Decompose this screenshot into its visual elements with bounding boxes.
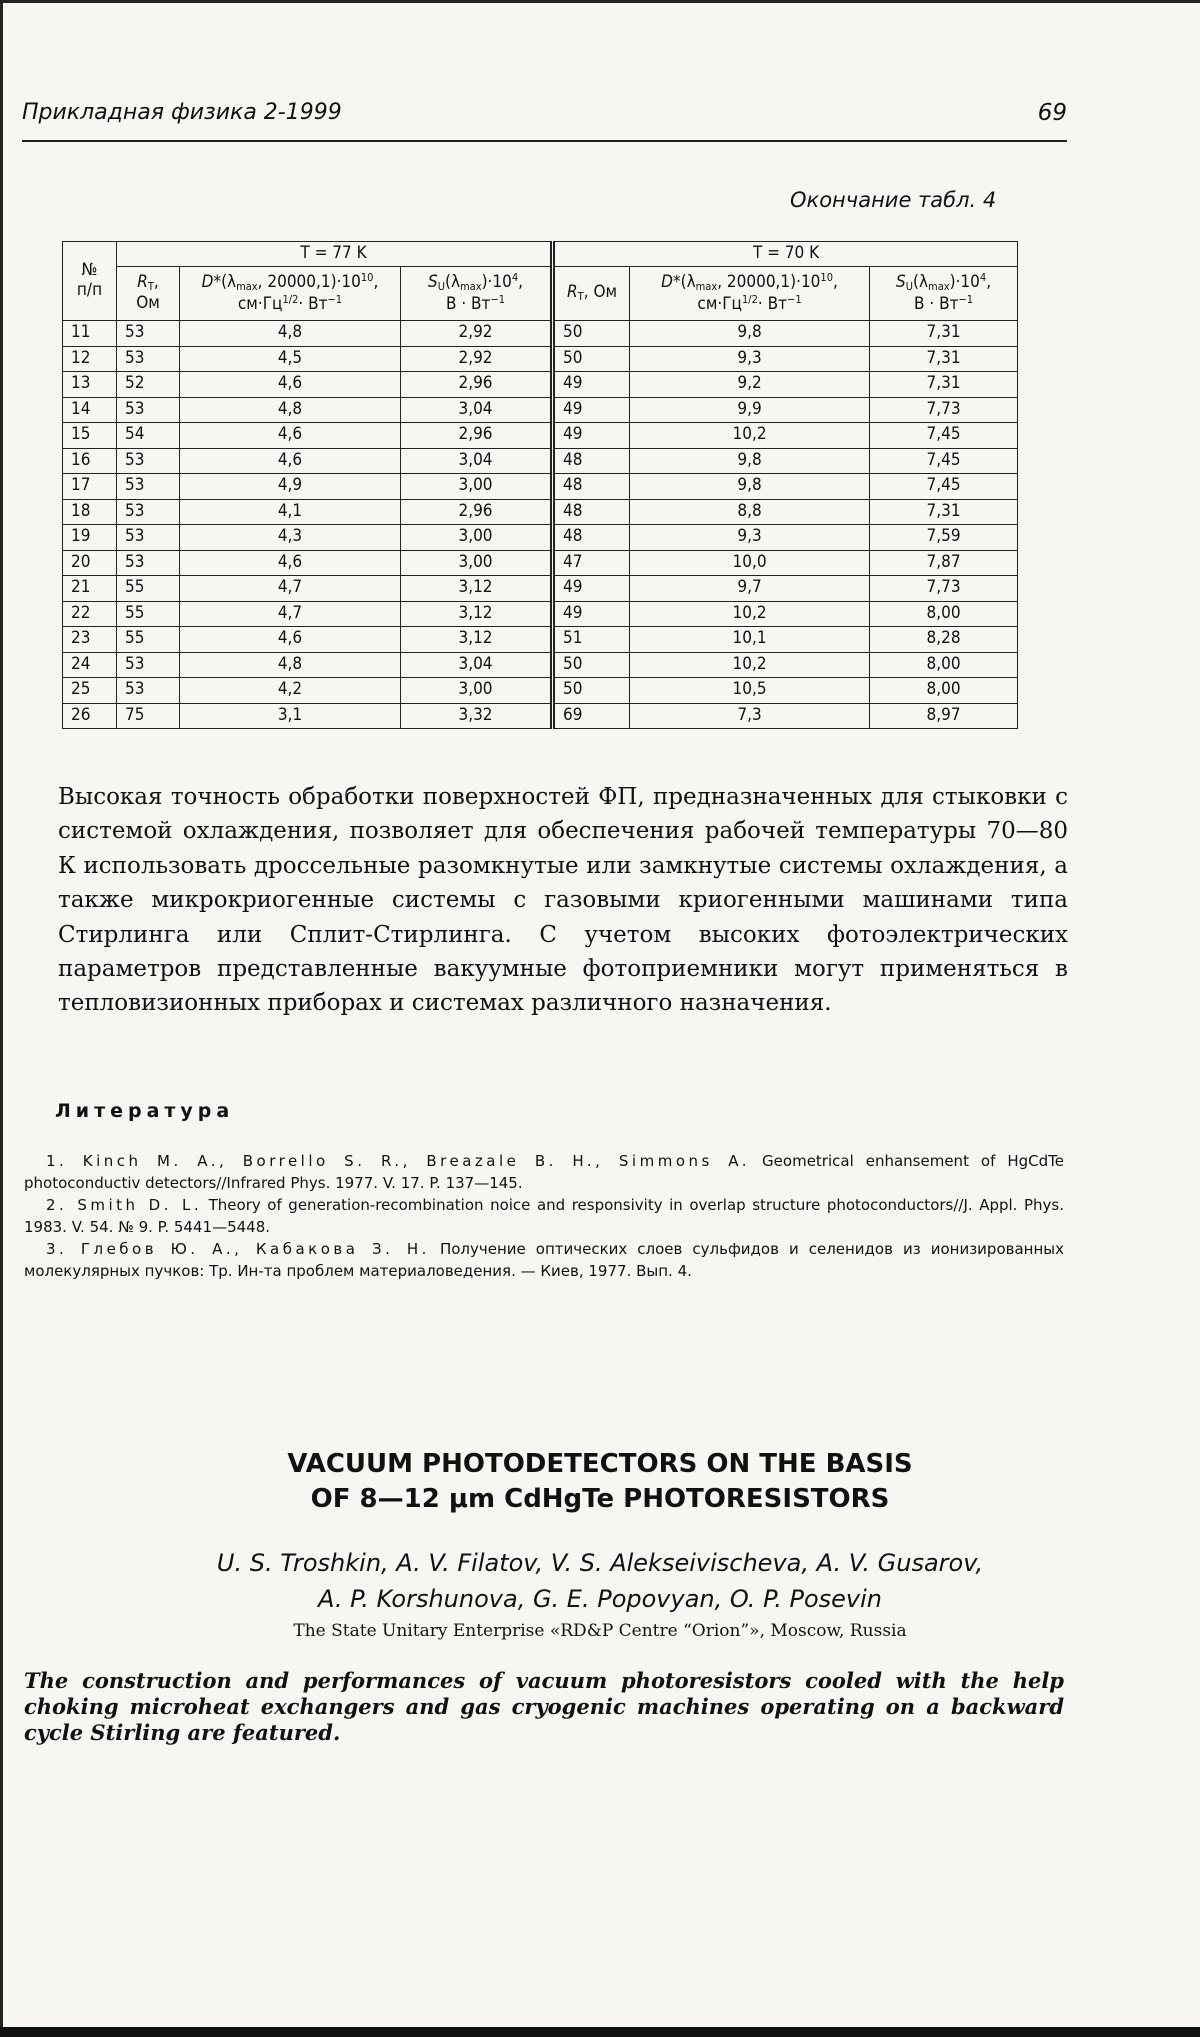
table-cell: 4,6 [180, 423, 401, 449]
table-cell: 53 [117, 346, 180, 372]
table-row [63, 474, 1018, 500]
table-cell: 7,3 [630, 703, 870, 729]
table-row [63, 703, 1018, 729]
table-cell: 52 [117, 372, 180, 398]
reference-item: 1. Kinch M. A., Borrello S. R., Breazale B. H., Simmons A. Geometrical enhansement of HgCdTe photoconductiv detectors//Infrared Phys. 1977. V. 17. P. 137—145. [24, 1152, 1065, 1192]
data-table [62, 241, 1018, 729]
table-cell: 4,7 [180, 601, 401, 627]
table-row [63, 423, 1018, 449]
table-cell: 10,5 [630, 678, 870, 704]
table-cell: 10,2 [630, 423, 870, 449]
table-cell: 7,31 [870, 499, 1018, 525]
table-cell: 7,87 [870, 550, 1018, 576]
table-row [63, 678, 1018, 704]
table-cell: 69 [553, 703, 630, 729]
table-row [63, 397, 1018, 423]
table-cell: 8,97 [870, 703, 1018, 729]
table-cell: 7,31 [870, 372, 1018, 398]
table-cell: 48 [553, 525, 630, 551]
table-cell: 7,45 [870, 448, 1018, 474]
references-heading: Литература [55, 1100, 235, 1122]
table-cell: 10,2 [630, 601, 870, 627]
table-cell: 55 [117, 601, 180, 627]
table-cell: 53 [117, 448, 180, 474]
table-cell: 4,8 [180, 321, 401, 347]
table-cell: 49 [553, 576, 630, 602]
page-number: 69 [1037, 100, 1067, 126]
table-cell: 4,7 [180, 576, 401, 602]
table-cell: 7,59 [870, 525, 1018, 551]
table-cell: 2,96 [401, 499, 553, 525]
sensitivity-header-77: $S_U(\lambda_{max})\cdot 10^4$, $В \cdot Вт^{-1}$ [401, 267, 553, 321]
table-cell: 3,04 [401, 652, 553, 678]
table-cell: 8,00 [870, 678, 1018, 704]
table-row [63, 652, 1018, 678]
table-row [63, 601, 1018, 627]
table-cell: 4,6 [180, 372, 401, 398]
table-cell: 8,00 [870, 601, 1018, 627]
table-cell: 3,00 [401, 550, 553, 576]
table-cell: 18 [63, 499, 117, 525]
table-cell: 9,2 [630, 372, 870, 398]
table-cell: 3,00 [401, 678, 553, 704]
table-cell: 48 [553, 474, 630, 500]
table-cell: 16 [63, 448, 117, 474]
english-abstract: The construction and performances of vacuum photoresistors cooled with the help choking microheat exchangers and gas cryogenic machines operating on a backward cycle Stirling are featured. [24, 1668, 1064, 1745]
table-cell: 50 [553, 652, 630, 678]
table-cell: 4,5 [180, 346, 401, 372]
table-cell: 7,31 [870, 321, 1018, 347]
table-cell: 9,8 [630, 321, 870, 347]
table-cell: 8,28 [870, 627, 1018, 653]
table-cell: 55 [117, 627, 180, 653]
table-cell: 53 [117, 678, 180, 704]
table-cell: 53 [117, 652, 180, 678]
table-cell: 4,6 [180, 448, 401, 474]
table-cell: 8,8 [630, 499, 870, 525]
rt-header-77: $R_T$, Ом [117, 267, 180, 321]
table-cell: 17 [63, 474, 117, 500]
table-cell: 50 [553, 346, 630, 372]
scan-border-top [0, 0, 1200, 3]
table-row [63, 372, 1018, 398]
table-cell: 10,2 [630, 652, 870, 678]
table-body [63, 321, 1018, 729]
table-cell: 4,8 [180, 652, 401, 678]
table-cell: 53 [117, 321, 180, 347]
table-cell: 53 [117, 550, 180, 576]
table-cell: 9,3 [630, 525, 870, 551]
detectivity-header-77: $D*(\lambda_{max}$, $20000,1)\cdot 10^{10}$, $см\cdot Гц^{1/2}\cdot Вт^{-1}$ [180, 267, 401, 321]
detectivity-header-70: $D*(\lambda_{max}$, $20000,1)\cdot 10^{10}$, $см\cdot Гц^{1/2}\cdot Вт^{-1}$ [630, 267, 870, 321]
english-affiliation: The State Unitary Enterprise «RD&P Centre “Orion”», Moscow, Russia [293, 1621, 907, 1641]
table-cell: 20 [63, 550, 117, 576]
table-cell: 3,04 [401, 397, 553, 423]
table-cell: 50 [553, 678, 630, 704]
table-row [63, 627, 1018, 653]
table-cell: 7,73 [870, 397, 1018, 423]
table-cell: 15 [63, 423, 117, 449]
journal-title: Прикладная физика 2-1999 [22, 100, 342, 125]
table-cell: 8,00 [870, 652, 1018, 678]
table-caption: Окончание табл. 4 [790, 188, 997, 212]
table-cell: 3,12 [401, 601, 553, 627]
table-cell: 54 [117, 423, 180, 449]
table-row [63, 499, 1018, 525]
table-cell: 13 [63, 372, 117, 398]
table-cell: 9,7 [630, 576, 870, 602]
table-cell: 53 [117, 499, 180, 525]
table-row [63, 346, 1018, 372]
table-cell: 14 [63, 397, 117, 423]
table-cell: 4,6 [180, 627, 401, 653]
table-cell: 9,8 [630, 474, 870, 500]
table-row [63, 321, 1018, 347]
table-row [63, 525, 1018, 551]
table-cell: 21 [63, 576, 117, 602]
table-cell: 51 [553, 627, 630, 653]
table-cell: 53 [117, 474, 180, 500]
table-cell: 2,96 [401, 423, 553, 449]
rt-header-70: $R_T$, Ом [553, 267, 630, 321]
group-77k-header: T = 77 K [117, 242, 553, 267]
table-cell: 75 [117, 703, 180, 729]
table-cell: 50 [553, 321, 630, 347]
table-row [63, 576, 1018, 602]
table-cell: 4,3 [180, 525, 401, 551]
table-cell: 4,9 [180, 474, 401, 500]
table-cell: 7,73 [870, 576, 1018, 602]
table-cell: 4,6 [180, 550, 401, 576]
table-cell: 7,45 [870, 423, 1018, 449]
table-cell: 53 [117, 397, 180, 423]
reference-item: 2. Smith D. L. Theory of generation-recombination noice and responsivity in overlap structure photoconductors//J. Appl. Phys. 1983. V. 54. № 9. P. 5441—5448. [24, 1196, 1064, 1236]
table-cell: 10,1 [630, 627, 870, 653]
table-row [63, 550, 1018, 576]
table-cell: 23 [63, 627, 117, 653]
table-cell: 19 [63, 525, 117, 551]
table-cell: 26 [63, 703, 117, 729]
table-cell: 4,1 [180, 499, 401, 525]
table-cell: 22 [63, 601, 117, 627]
table-cell: 9,8 [630, 448, 870, 474]
table-cell: 55 [117, 576, 180, 602]
table-cell: 3,32 [401, 703, 553, 729]
scan-border-bottom [0, 2027, 1200, 2037]
sensitivity-header-70: $S_U(\lambda_{max})\cdot 10^4$, $В \cdot Вт^{-1}$ [870, 267, 1018, 321]
table-cell: 3,1 [180, 703, 401, 729]
table-cell: 3,00 [401, 525, 553, 551]
table-cell: 49 [553, 372, 630, 398]
scan-border-left [0, 0, 3, 2037]
table-cell: 3,12 [401, 576, 553, 602]
table-cell: 3,12 [401, 627, 553, 653]
table-cell: 4,8 [180, 397, 401, 423]
table-cell: 53 [117, 525, 180, 551]
table-cell: 7,31 [870, 346, 1018, 372]
running-header [22, 100, 1067, 142]
table-cell: 49 [553, 397, 630, 423]
table-cell: 12 [63, 346, 117, 372]
table-cell: 11 [63, 321, 117, 347]
body-paragraph: Высокая точность обработки поверхностей ФП, предназначенных для стыковки с системой охлаждения, позволяет для обеспечения рабочей температуры 70—80 К использовать дроссельные разомкнутые или замкнутые системы охлаждения, а также микрокриогенные системы с газовыми криогенными машинами типа Стирлинга или Сплит-Стирлинга. С учетом высоких фотоэлектрических параметров представленные вакуумные фотоприемники могут применяться в тепловизионных приборах и системах различного назначения. [58, 784, 1068, 1017]
table-cell: 48 [553, 448, 630, 474]
reference-item: 3. Глебов Ю. А., Кабакова З. Н. Получение оптических слоев сульфидов и селенидов из ионизированных молекулярных пучков: Тр. Ин-та проблем материаловедения. — Киев, 1977. Вып. 4. [24, 1240, 1064, 1280]
table-cell: 3,00 [401, 474, 553, 500]
col-number-header: № п/п [63, 242, 117, 321]
table-cell: 47 [553, 550, 630, 576]
group-70k-header: T = 70 K [553, 242, 1018, 267]
table-cell: 2,92 [401, 346, 553, 372]
table-cell: 9,3 [630, 346, 870, 372]
table-cell: 9,9 [630, 397, 870, 423]
table-cell: 10,0 [630, 550, 870, 576]
english-title: VACUUM PHOTODETECTORS ON THE BASIS OF 8—12 μm CdHgTe PHOTORESISTORS [287, 1449, 913, 1514]
english-authors: U. S. Troshkin, A. V. Filatov, V. S. Alekseivischeva, A. V. Gusarov, A. P. Korshunova, G. E. Popovyan, O. P. Posevin [216, 1549, 984, 1613]
table-cell: 4,2 [180, 678, 401, 704]
table-cell: 3,04 [401, 448, 553, 474]
table-cell: 2,96 [401, 372, 553, 398]
table-cell: 48 [553, 499, 630, 525]
table-cell: 2,92 [401, 321, 553, 347]
table-row [63, 448, 1018, 474]
references-list [24, 1150, 1064, 1282]
table-cell: 25 [63, 678, 117, 704]
table-cell: 24 [63, 652, 117, 678]
table-cell: 49 [553, 423, 630, 449]
table-cell: 7,45 [870, 474, 1018, 500]
table-cell: 49 [553, 601, 630, 627]
